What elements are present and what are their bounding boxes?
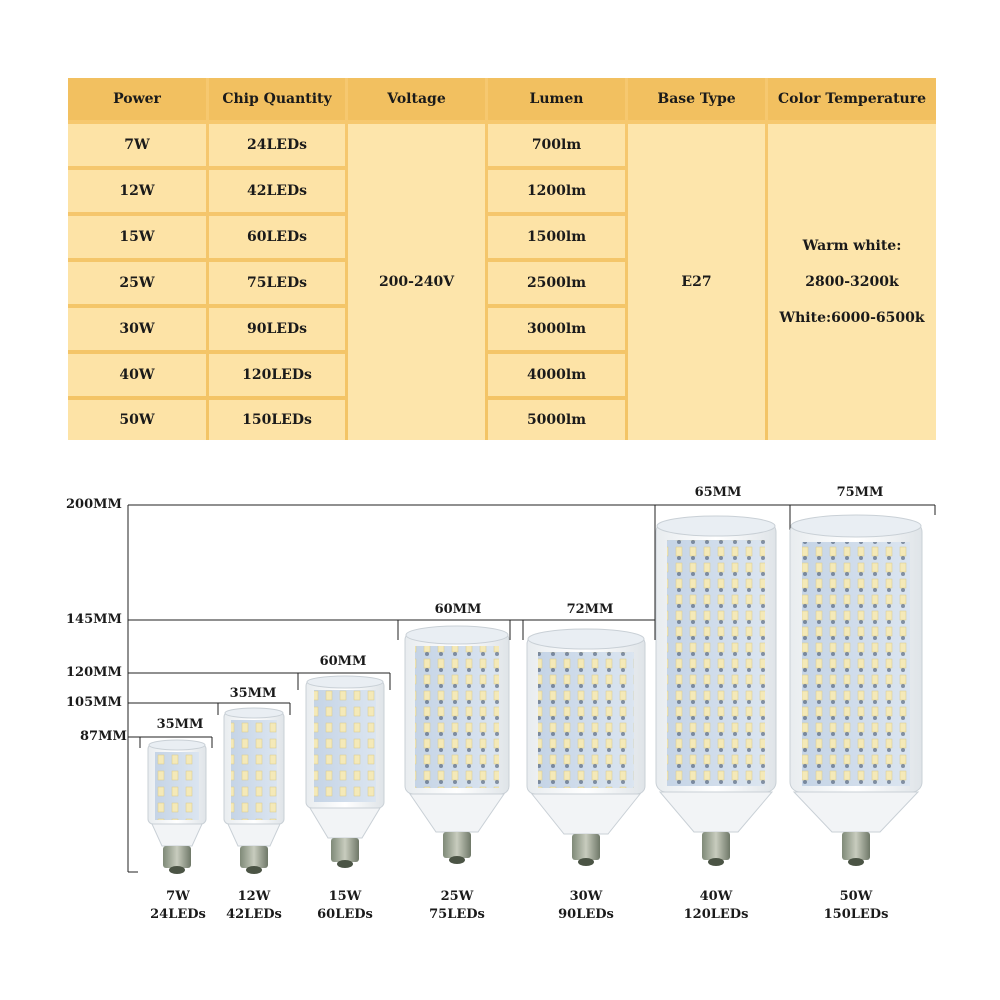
caption-leds: 75LEDs <box>429 907 485 922</box>
row-lumen: 2500lm <box>488 262 625 304</box>
width-label-15w: 60MM <box>319 654 367 669</box>
row-lumen: 5000lm <box>488 400 625 440</box>
row-power: 40W <box>68 354 206 396</box>
caption-30w <box>546 888 626 924</box>
bulb-50w <box>790 515 922 866</box>
row-power: 7W <box>68 124 206 166</box>
row-power: 12W <box>68 170 206 212</box>
height-105mm: 105MM <box>66 695 122 710</box>
white-range: White:6000-6500k <box>779 310 925 326</box>
header-power: Power <box>68 78 206 120</box>
bulb-12w <box>224 708 284 874</box>
height-145mm: 145MM <box>66 612 122 627</box>
height-120mm: 120MM <box>66 665 122 680</box>
row-lumen: 1500lm <box>488 216 625 258</box>
width-label-12w: 35MM <box>229 686 277 701</box>
row-lumen: 3000lm <box>488 308 625 350</box>
header-color-temperature: Color Temperature <box>768 78 936 120</box>
bulb-30w <box>527 629 645 866</box>
bulb-40w <box>656 516 776 866</box>
caption-50w <box>816 888 896 924</box>
caption-leds: 24LEDs <box>150 907 206 922</box>
header-chip-quantity: Chip Quantity <box>209 78 345 120</box>
caption-12w <box>214 888 294 924</box>
header-base-type: Base Type <box>628 78 765 120</box>
row-power: 25W <box>68 262 206 304</box>
caption-leds: 90LEDs <box>558 907 614 922</box>
caption-power: 50W <box>839 889 873 904</box>
row-power: 50W <box>68 400 206 440</box>
width-label-50w: 75MM <box>836 485 884 500</box>
warm-white-label: Warm white: <box>802 238 902 254</box>
row-lumen: 1200lm <box>488 170 625 212</box>
row-chip-quantity: 90LEDs <box>209 308 345 350</box>
header-voltage: Voltage <box>348 78 485 120</box>
row-chip-quantity: 24LEDs <box>209 124 345 166</box>
caption-leds: 150LEDs <box>823 907 889 922</box>
voltage-value: 200-240V <box>378 274 455 290</box>
caption-power: 7W <box>166 889 190 904</box>
width-label-40w: 65MM <box>694 485 742 500</box>
row-chip-quantity: 42LEDs <box>209 170 345 212</box>
caption-power: 25W <box>440 889 474 904</box>
bulb-7w <box>148 740 206 874</box>
warm-white-range: 2800-3200k <box>805 274 899 290</box>
row-chip-quantity: 150LEDs <box>209 400 345 440</box>
caption-power: 12W <box>237 889 271 904</box>
row-chip-quantity: 75LEDs <box>209 262 345 304</box>
width-label-7w: 35MM <box>156 717 204 732</box>
bulb-25w <box>405 626 509 864</box>
caption-power: 15W <box>328 889 362 904</box>
bulb-15w <box>306 676 384 868</box>
caption-power: 30W <box>569 889 603 904</box>
row-chip-quantity: 120LEDs <box>209 354 345 396</box>
row-power: 30W <box>68 308 206 350</box>
caption-leds: 60LEDs <box>317 907 373 922</box>
caption-15w <box>305 888 385 924</box>
caption-leds: 42LEDs <box>226 907 282 922</box>
row-lumen: 4000lm <box>488 354 625 396</box>
base-type-value: E27 <box>681 274 712 290</box>
caption-leds: 120LEDs <box>683 907 749 922</box>
width-label-25w: 60MM <box>434 602 482 617</box>
header-lumen: Lumen <box>488 78 625 120</box>
caption-40w <box>676 888 756 924</box>
row-lumen: 700lm <box>488 124 625 166</box>
caption-25w <box>417 888 497 924</box>
caption-power: 40W <box>699 889 733 904</box>
row-power: 15W <box>68 216 206 258</box>
caption-7w <box>138 888 218 924</box>
height-87mm: 87MM <box>80 729 127 744</box>
height-200mm: 200MM <box>66 497 122 512</box>
width-label-30w: 72MM <box>566 602 614 617</box>
row-chip-quantity: 60LEDs <box>209 216 345 258</box>
